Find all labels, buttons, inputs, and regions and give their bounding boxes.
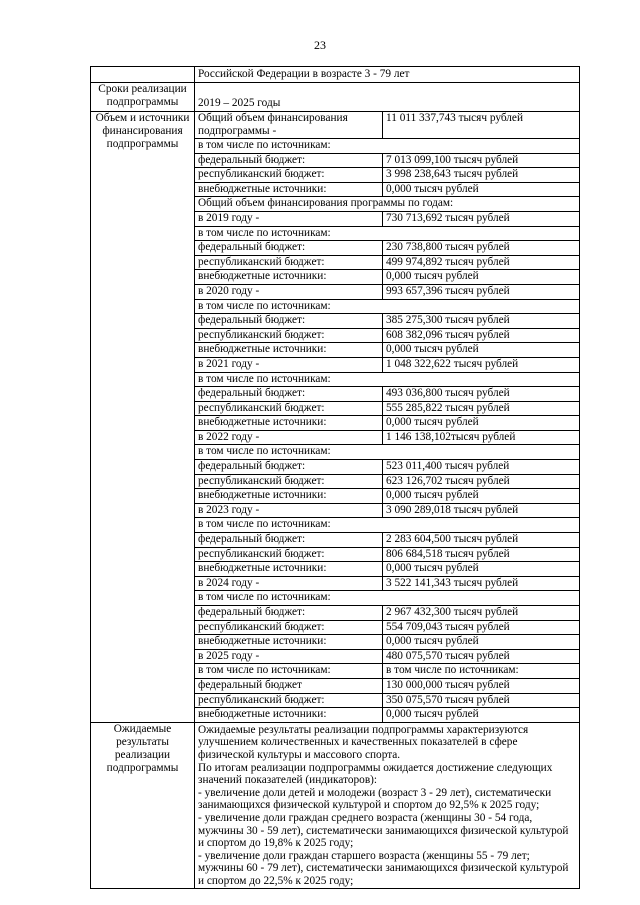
funding-line-amount: 3 522 141,343 тысяч рублей	[386, 576, 519, 589]
funding-line-amount: 0,000 тысяч рублей	[386, 562, 479, 575]
funding-line-amount: 3 998 238,643 тысяч рублей	[386, 168, 519, 181]
funding-row	[91, 112, 580, 723]
funding-line-label: внебюджетные источники:	[195, 708, 383, 722]
funding-line-amount: 1 048 322,622 тысяч рублей	[386, 357, 519, 370]
funding-line-amount: 0,000 тысяч рублей	[386, 416, 479, 429]
funding-line-label: в том числе по источникам:	[195, 664, 383, 678]
funding-line	[195, 489, 579, 504]
funding-line-amount: 993 657,396 тысяч рублей	[386, 284, 510, 297]
funding-line	[195, 285, 579, 300]
results-text	[195, 722, 580, 889]
funding-line	[195, 475, 579, 490]
terms-value: 2019 – 2025 годы	[198, 97, 281, 109]
funding-line-label: внебюджетные источники:	[195, 489, 383, 503]
funding-line-label: в 2021 году -	[195, 358, 383, 372]
funding-line-label: в том числе по источникам:	[198, 226, 331, 239]
funding-line	[195, 694, 579, 709]
funding-line-amount: 0,000 тысяч рублей	[386, 635, 479, 648]
funding-line-amount: 0,000 тысяч рублей	[386, 708, 479, 721]
funding-line-amount: 230 738,800 тысяч рублей	[386, 241, 510, 254]
funding-line	[195, 562, 579, 577]
results-paragraph: - увеличение доли граждан старшего возраста (женщины 55 - 79 лет; мужчины 60 - 79 лет), систематически занимающихся физической культурой и спортом до 22,5% к 2025 году;	[198, 849, 569, 887]
funding-line-label: внебюджетные источники:	[195, 183, 383, 197]
funding-line	[195, 168, 579, 183]
funding-line	[195, 708, 579, 722]
funding-line	[195, 139, 579, 154]
funding-line-amount: 555 285,822 тысяч рублей	[386, 401, 510, 414]
funding-line-amount: 499 974,892 тысяч рублей	[386, 255, 510, 268]
funding-line	[195, 431, 579, 446]
terms-value-cell	[195, 83, 580, 112]
funding-line-label: Общий объем финансирования подпрограммы -	[195, 112, 383, 138]
results-paragraph: По итогам реализации подпрограммы ожидается достижение следующих значений показателей (индикаторов):	[198, 761, 553, 787]
page-number: 23	[314, 38, 326, 52]
funding-line-amount: 0,000 тысяч рублей	[386, 489, 479, 502]
results-row	[91, 722, 580, 889]
funding-line-label: республиканский бюджет:	[195, 694, 383, 708]
funding-line-label: в 2023 году -	[195, 504, 383, 518]
funding-line-label: в 2022 году -	[195, 431, 383, 445]
funding-line-amount: 0,000 тысяч рублей	[386, 343, 479, 356]
funding-line-amount: 130 000,000 тысяч рублей	[386, 678, 510, 691]
results-paragraph: Ожидаемые результаты реализации подпрограммы характеризуются улучшением количественных и качественных показателей в сфере физической культуры и массового спорта.	[198, 723, 529, 761]
funding-line	[195, 314, 579, 329]
funding-line	[195, 197, 579, 212]
funding-line-label: федеральный бюджет:	[195, 241, 383, 255]
funding-line	[195, 621, 579, 636]
funding-line-amount: 2 283 604,500 тысяч рублей	[386, 533, 519, 546]
funding-line	[195, 591, 579, 606]
funding-line	[195, 445, 579, 460]
funding-line-label: в том числе по источникам:	[198, 518, 331, 531]
funding-line-label: внебюджетные источники:	[195, 562, 383, 576]
funding-line	[195, 402, 579, 417]
funding-line-label: внебюджетные источники:	[195, 343, 383, 357]
header-left-cell	[91, 67, 195, 83]
funding-line-label: федеральный бюджет:	[195, 533, 383, 547]
funding-line	[195, 212, 579, 227]
funding-line	[195, 256, 579, 271]
funding-line	[195, 241, 579, 256]
funding-line	[195, 460, 579, 475]
funding-line-amount: 493 036,800 тысяч рублей	[386, 387, 510, 400]
funding-line	[195, 343, 579, 358]
funding-line	[195, 154, 579, 169]
funding-line-label: республиканский бюджет:	[195, 329, 383, 343]
results-paragraph: - увеличение доли детей и молодежи (возраст 3 - 29 лет), систематически занимающихся физической культурой и спортом до 92,5% к 2025 году;	[198, 786, 552, 812]
funding-subtable	[195, 112, 580, 723]
funding-line-label: в том числе по источникам:	[198, 372, 331, 385]
header-right-cell	[195, 67, 580, 83]
funding-line-amount: 2 967 432,300 тысяч рублей	[386, 606, 519, 618]
funding-line-label: республиканский бюджет:	[195, 621, 383, 635]
funding-line	[195, 358, 579, 373]
funding-line-label: в том числе по источникам:	[198, 299, 331, 312]
results-paragraph: - увеличение доли граждан среднего возраста (женщины 30 - 54 года, мужчины 30 - 59 лет), систематически занимающихся физической культурой и спортом до 19,8% к 2025 году;	[198, 811, 569, 850]
funding-line-label: Общий объем финансирования программы по годам:	[198, 197, 454, 210]
funding-line-amount: 3 090 289,018 тысяч рублей	[386, 503, 519, 516]
funding-line	[195, 548, 579, 563]
funding-line-amount: 350 075,570 тысяч рублей	[386, 693, 510, 706]
funding-line-amount: 554 709,043 тысяч рублей	[386, 620, 510, 633]
funding-line	[195, 518, 579, 533]
funding-line-amount: в том числе по источникам:	[386, 664, 519, 677]
funding-line	[195, 300, 579, 315]
funding-line	[195, 387, 579, 402]
funding-line-label: федеральный бюджет:	[195, 154, 383, 168]
funding-line-amount: 0,000 тысяч рублей	[386, 182, 479, 195]
funding-line-label: федеральный бюджет:	[195, 387, 383, 401]
funding-line	[195, 227, 579, 242]
funding-line	[195, 416, 579, 431]
terms-label: Сроки реализации подпрограммы	[91, 83, 195, 112]
header-row-text: Российской Федерации в возрасте 3 - 79 лет	[198, 68, 410, 80]
funding-line-amount: 523 011,400 тысяч рублей	[386, 460, 510, 473]
header-row	[91, 67, 580, 83]
funding-line-amount: 385 275,300 тысяч рублей	[386, 314, 510, 327]
funding-line	[195, 679, 579, 694]
funding-line-label: внебюджетные источники:	[195, 270, 383, 284]
funding-line	[195, 504, 579, 519]
funding-line	[195, 270, 579, 285]
funding-line-label: внебюджетные источники:	[195, 635, 383, 649]
funding-line-label: республиканский бюджет:	[195, 256, 383, 270]
funding-line-label: в 2020 году -	[195, 285, 383, 299]
funding-line	[195, 183, 579, 198]
funding-line-amount: 1 146 138,102тысяч рублей	[386, 430, 516, 443]
passport-table	[90, 66, 580, 889]
funding-line-amount: 0,000 тысяч рублей	[386, 270, 479, 283]
funding-line-label: федеральный бюджет:	[195, 606, 383, 620]
funding-line-amount: 806 684,518 тысяч рублей	[386, 547, 510, 560]
funding-line	[195, 329, 579, 344]
funding-line-label: республиканский бюджет:	[195, 475, 383, 489]
funding-line	[195, 650, 579, 665]
funding-line-label: в 2025 году -	[195, 650, 383, 664]
funding-line	[195, 635, 579, 650]
funding-line-label: федеральный бюджет	[195, 679, 383, 693]
funding-line-amount: 730 713,692 тысяч рублей	[386, 211, 510, 224]
funding-line-label: в том числе по источникам:	[198, 591, 331, 604]
funding-line	[195, 373, 579, 388]
funding-line-label: республиканский бюджет:	[195, 168, 383, 182]
funding-line-label: федеральный бюджет:	[195, 314, 383, 328]
results-label: Ожидаемые результаты реализации подпрограммы	[91, 722, 195, 889]
funding-line-label: в 2019 году -	[195, 212, 383, 226]
funding-line	[195, 112, 579, 139]
funding-line	[195, 606, 579, 621]
funding-label: Объем и источники финансирования подпрограммы	[91, 112, 195, 723]
funding-line-label: в том числе по источникам:	[198, 445, 331, 458]
funding-line	[195, 577, 579, 592]
funding-line-amount: 623 126,702 тысяч рублей	[386, 474, 510, 487]
funding-line-amount: 480 075,570 тысяч рублей	[386, 649, 510, 662]
funding-line-label: республиканский бюджет:	[195, 402, 383, 416]
funding-line-label: внебюджетные источники:	[195, 416, 383, 430]
terms-row	[91, 83, 580, 112]
funding-line-label: федеральный бюджет:	[195, 460, 383, 474]
funding-line-amount: 608 382,096 тысяч рублей	[386, 328, 510, 341]
funding-line-amount: 7 013 099,100 тысяч рублей	[386, 153, 519, 166]
funding-line-label: в том числе по источникам:	[198, 139, 331, 151]
funding-line	[195, 664, 579, 679]
funding-line-amount: 11 011 337,743 тысяч рублей	[386, 112, 523, 124]
funding-line-label: республиканский бюджет:	[195, 548, 383, 562]
funding-line	[195, 533, 579, 548]
funding-line-label: в 2024 году -	[195, 577, 383, 591]
